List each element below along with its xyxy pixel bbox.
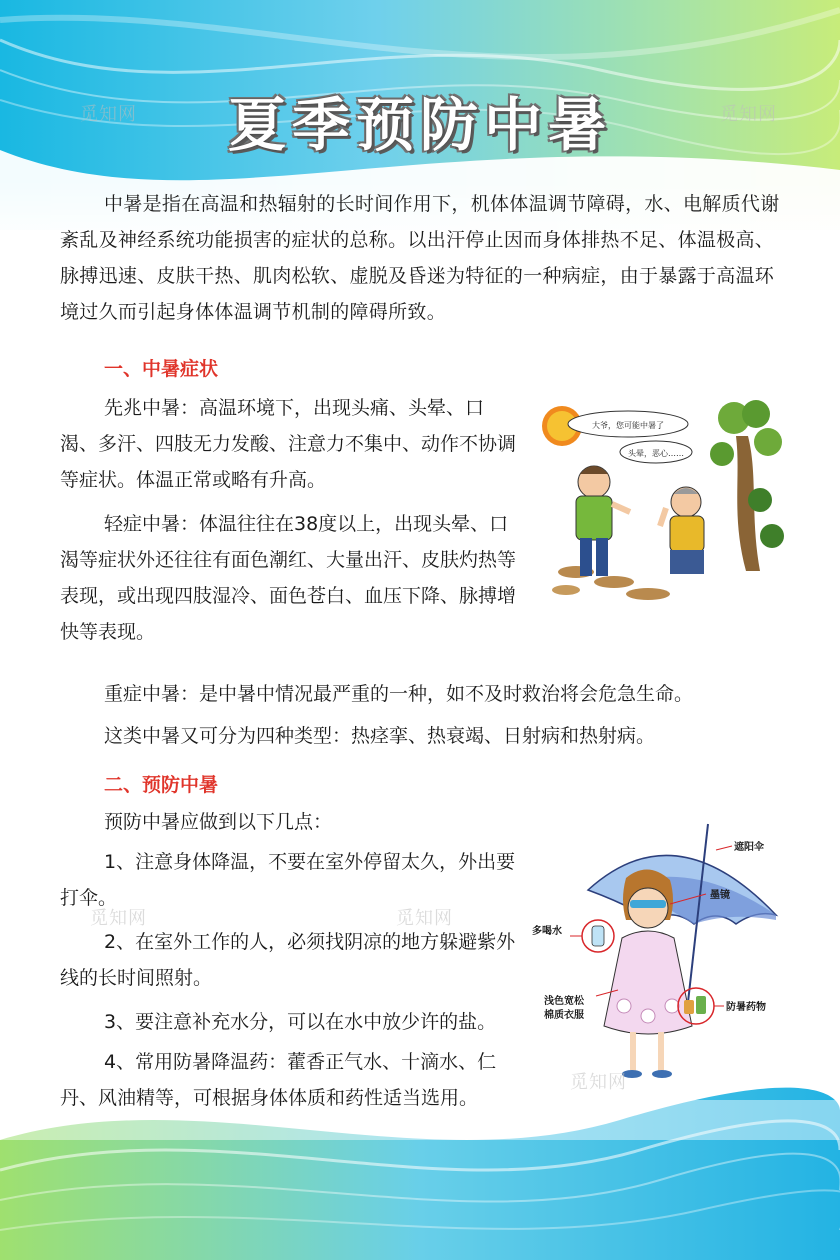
watermark: 觅知网 <box>720 104 777 125</box>
young-man <box>576 466 630 576</box>
label-umbrella: 遮阳伞 <box>734 842 764 853</box>
watermark: 觅知网 <box>570 1072 627 1093</box>
sun-protection-illustration <box>526 820 796 1090</box>
speech-bubble <box>568 411 692 463</box>
bubble1-text: 大爷，您可能中暑了 <box>592 421 664 430</box>
heatstroke-illustration <box>536 396 784 606</box>
label-sunglasses: 墨镜 <box>710 890 730 901</box>
section2-heading: 二、预防中暑 <box>104 774 219 796</box>
section1-heading: 一、中暑症状 <box>104 358 219 380</box>
sunglasses-icon <box>630 900 666 908</box>
watermark: 觅知网 <box>90 908 147 929</box>
bubble2-text: 头晕，恶心…… <box>628 449 684 458</box>
prevention-item: 4、常用防暑降温药：藿香正气水、十滴水、仁丹、风油精等，可根据身体体质和药性适当选用。 <box>60 1051 497 1109</box>
label-water: 多喝水 <box>532 926 562 937</box>
symptom-severe: 重症中暑：是中暑中情况最严重的一种，如不及时救治将会危急生命。 <box>104 683 694 705</box>
prevention-item: 3、要注意补充水分，可以在水中放少许的盐。 <box>104 1011 497 1033</box>
label-clothes-2: 棉质衣服 <box>544 1010 584 1021</box>
prevention-item: 2、在室外工作的人，必须找阴凉的地方躲避紫外线的长时间照射。 <box>60 931 516 989</box>
tree <box>710 400 784 571</box>
old-man <box>660 487 704 574</box>
symptom-precursor: 先兆中暑：高温环境下，出现头痛、头晕、口渴、多汗、四肢无力发酸、注意力不集中、动作不协调等症状。体温正常或略有升高。 <box>60 397 517 491</box>
page-title: 夏季预防中暑 <box>227 91 612 159</box>
label-clothes: 浅色宽松 <box>544 996 584 1007</box>
ground <box>552 566 670 600</box>
symptom-mild: 轻症中暑：体温往往在38度以上，出现头晕、口渴等症状外还往往有面色潮红、大量出汗、皮肤灼热等表现，或出现四肢湿冷、面色苍白、血压下降、脉搏增快等表现。 <box>60 513 517 643</box>
prevention-lead: 预防中暑应做到以下几点： <box>104 811 333 833</box>
label-medicine: 防暑药物 <box>726 1002 766 1013</box>
watermark: 觅知网 <box>80 104 137 125</box>
intro-paragraph: 中暑是指在高温和热辐射的长时间作用下，机体体温调节障碍，水、电解质代谢紊乱及神经系统功能损害的症状的总称。以出汗停止因而身体排热不足、体温极高、脉搏迅速、皮肤干热、肌肉松软、虚脱及昏迷为特征的一种病症，由于暴露于高温环境过久而引起身体体温调节机制的障碍所致。 <box>60 193 780 323</box>
prevention-item: 1、注意身体降温，不要在室外停留太久，外出要打伞。 <box>60 851 516 909</box>
severe-types: 这类中暑又可分为四种类型：热痉挛、热衰竭、日射病和热射病。 <box>104 725 656 747</box>
watermark: 觅知网 <box>396 908 453 929</box>
water-bottle-icon <box>582 920 614 952</box>
